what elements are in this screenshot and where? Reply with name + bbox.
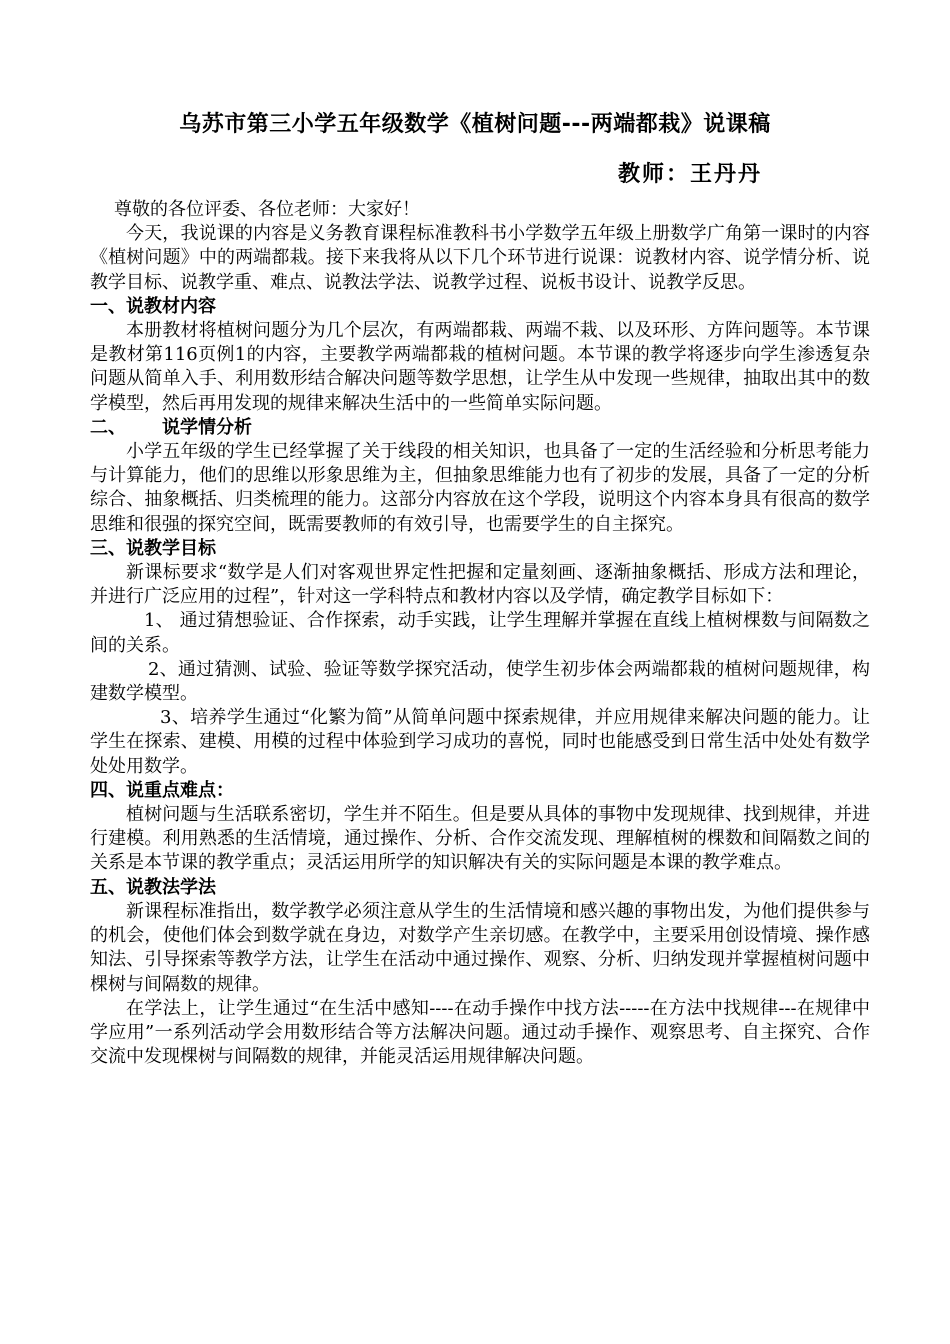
paragraph: 植树问题与生活联系密切，学生并不陌生。但是要从具体的事物中发现规律、找到规律，并进行建模。利用熟悉的生活情境，通过操作、分析、合作交流发现、理解植树的棵数和间隔数之间的关系是本节课的教学重点；灵活运用所学的知识解决有关的实际问题是本课的教学难点。 <box>90 804 870 874</box>
section-heading: 一、说教材内容 <box>90 295 216 317</box>
paragraph: 小学五年级的学生已经掌握了关于线段的相关知识，也具备了一定的生活经验和分析思考能力与计算能力，他们的思维以形象思维为主，但抽象思维能力也有了初步的发展，具备了一定的分析综合、抽象概括、归类梳理的能力。这部分内容放在这个学段，说明这个内容本身具有很高的数学思维和很强的探究空间，既需要教师的有效引导，也需要学生的自主探究。 <box>90 441 870 535</box>
list-item: 3、培养学生通过“化繁为简”从简单问题中探索规律，并应用规律来解决问题的能力。让学生在探索、建模、用模的过程中体验到学习成功的喜悦，同时也能感受到日常生活中处处有数学处处用数学。 <box>90 707 870 777</box>
document-title: 乌苏市第三小学五年级数学《植树问题---两端都栽》说课稿 <box>179 112 771 137</box>
section-title: 说学情分析 <box>162 416 252 438</box>
paragraph: 在学法上，让学生通过“在生活中感知----在动手操作中找方法-----在方法中找规律---在规律中学应用”一系列活动学会用数形结合等方法解决问题。通过动手操作、观察思考、自主探究、合作交流中发现棵树与间隔数的规律，并能灵活运用规律解决问题。 <box>90 997 870 1068</box>
paragraph: 本册教材将植树问题分为几个层次，有两端都栽、两端不栽、以及环形、方阵问题等。本节课是教材第116页例1的内容，主要教学两端都栽的植树问题。本节课的教学将逐步向学生渗透复杂问题从简单入手、利用数形结合解决问题等数学思想，让学生从中发现一些规律，抽取出其中的数学模型，然后再用发现的规律来解决生活中的一些简单实际问题。 <box>90 320 870 414</box>
intro-paragraph: 今天，我说课的内容是义务教育课程标准教科书小学数学五年级上册数学广角第一课时的内容《植树问题》中的两端都栽。接下来我将从以下几个环节进行说课：说教材内容、说学情分析、说教学目标、说教学重、难点、说教法学法、说教学过程、说板书设计、说教学反思。 <box>90 223 870 293</box>
section-heading <box>90 416 870 440</box>
paragraph: 新课标要求“数学是人们对客观世界定性把握和定量刻画、逐渐抽象概括、形成方法和理论，并进行广泛应用的过程”，针对这一学科特点和教材内容以及学情，确定教学目标如下： <box>90 562 870 608</box>
list-item: 1、 通过猜想验证、合作探索，动手实践，让学生理解并掌握在直线上植树棵数与间隔数之间的关系。 <box>90 610 870 656</box>
teacher-name: 教师：王丹丹 <box>618 162 763 187</box>
greeting: 尊敬的各位评委、各位老师：大家好！ <box>114 199 420 220</box>
section-heading: 三、说教学目标 <box>90 537 216 559</box>
document-body <box>90 198 870 1069</box>
section-number: 二、 <box>90 416 126 438</box>
section-heading: 五、说教法学法 <box>90 876 216 898</box>
list-item: 2、通过猜测、试验、验证等数学探究活动，使学生初步体会两端都栽的植树问题规律，构建数学模型。 <box>90 658 870 705</box>
paragraph: 新课程标准指出，数学教学必须注意从学生的生活情境和感兴趣的事物出发，为他们提供参与的机会，使他们体会到数学就在身边，对数学产生亲切感。在教学中，主要采用创设情境、操作感知法、引导探索等教学方法，让学生在活动中通过操作、观察、分析、归纳发现并掌握植树问题中棵树与间隔数的规律。 <box>90 900 870 995</box>
section-heading: 四、说重点难点： <box>90 779 234 801</box>
